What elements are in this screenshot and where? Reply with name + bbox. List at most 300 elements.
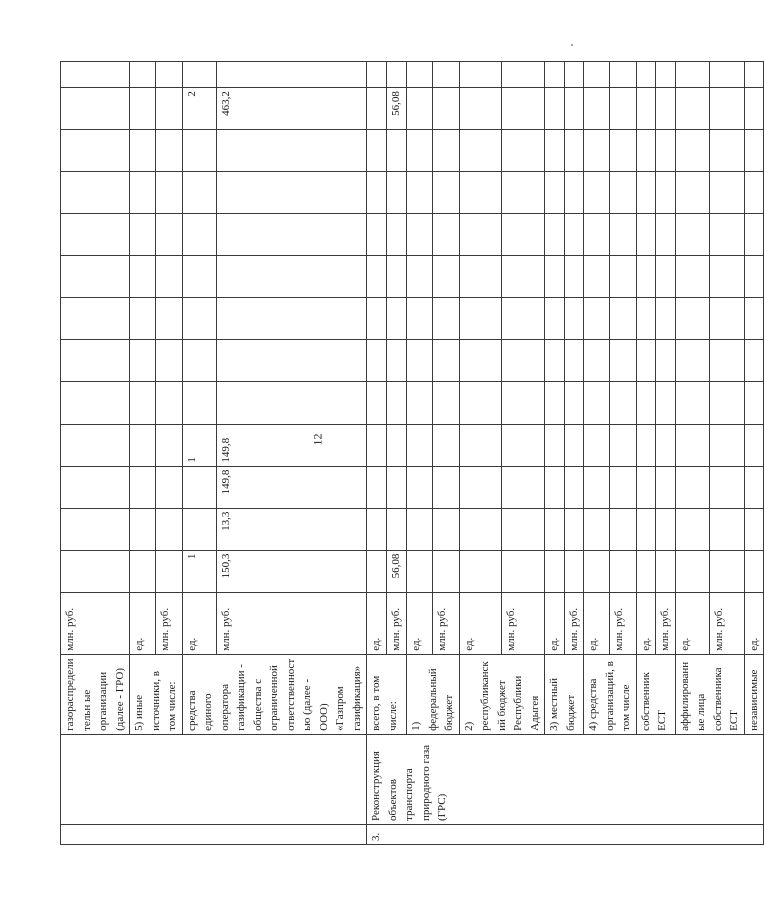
value-cell: 2	[182, 88, 216, 130]
value-cell	[636, 382, 656, 424]
value-cell	[459, 172, 502, 214]
value-cell: 150,3	[216, 550, 366, 592]
value-cell	[636, 508, 656, 550]
value-cell	[387, 256, 407, 298]
empty-cell	[182, 62, 216, 88]
value-cell	[61, 172, 130, 214]
value-cell	[182, 172, 216, 214]
unit-cell: млн. руб.	[502, 592, 545, 654]
value-cell	[387, 424, 407, 466]
value-cell	[130, 172, 156, 214]
unit-cell: млн. руб.	[216, 592, 366, 654]
value-cell	[216, 340, 366, 382]
source-label-cell: 1) федеральный бюджет	[407, 654, 460, 734]
empty-cell	[636, 62, 656, 88]
value-cell	[433, 256, 459, 298]
value-cell	[407, 88, 433, 130]
value-cell	[502, 508, 545, 550]
value-cell	[744, 88, 764, 130]
source-label-cell: всего, в том числе:	[367, 654, 407, 734]
value-cell	[61, 340, 130, 382]
value-cell	[636, 88, 656, 130]
value-cell	[502, 382, 545, 424]
value-cell	[502, 424, 545, 466]
value-cell	[502, 550, 545, 592]
value-cell	[387, 340, 407, 382]
value-cell	[675, 550, 710, 592]
value-cell	[744, 172, 764, 214]
value-cell	[130, 550, 156, 592]
value-cell	[367, 256, 387, 298]
value-cell	[584, 382, 610, 424]
table-row	[545, 62, 565, 845]
value-cell	[610, 214, 636, 256]
value-cell	[367, 172, 387, 214]
value-cell	[407, 382, 433, 424]
unit-cell: млн. руб.	[433, 592, 459, 654]
value-cell	[656, 172, 676, 214]
unit-cell: ед.	[545, 592, 565, 654]
value-cell	[156, 130, 182, 172]
value-cell	[367, 130, 387, 172]
value-cell	[610, 340, 636, 382]
value-cell	[433, 214, 459, 256]
value-cell	[636, 256, 656, 298]
value-cell	[545, 214, 565, 256]
table-row	[584, 62, 610, 845]
value-cell	[387, 508, 407, 550]
source-label-cell: собственник ЕСТ	[636, 654, 675, 734]
value-cell	[407, 172, 433, 214]
unit-cell: млн. руб.	[61, 592, 130, 654]
value-cell	[433, 172, 459, 214]
value-cell	[564, 466, 584, 508]
value-cell	[545, 88, 565, 130]
value-cell	[656, 382, 676, 424]
unit-cell: ед.	[130, 592, 156, 654]
empty-cell	[216, 62, 366, 88]
value-cell	[656, 130, 676, 172]
unit-cell: млн. руб.	[610, 592, 636, 654]
value-cell	[130, 298, 156, 340]
value-cell	[130, 88, 156, 130]
value-cell	[433, 88, 459, 130]
value-cell	[61, 550, 130, 592]
value-cell	[156, 214, 182, 256]
value-cell	[656, 214, 676, 256]
value-cell	[130, 508, 156, 550]
value-cell	[584, 130, 610, 172]
value-cell	[367, 88, 387, 130]
value-cell	[710, 466, 745, 508]
value-cell	[61, 508, 130, 550]
value-cell	[433, 298, 459, 340]
value-cell	[502, 466, 545, 508]
value-cell	[459, 550, 502, 592]
value-cell	[675, 172, 710, 214]
value-cell	[407, 256, 433, 298]
value-cell	[61, 214, 130, 256]
value-cell	[545, 382, 565, 424]
value-cell	[502, 298, 545, 340]
value-cell	[636, 172, 656, 214]
value-cell	[564, 256, 584, 298]
value-cell	[656, 508, 676, 550]
value-cell	[459, 424, 502, 466]
value-cell	[502, 214, 545, 256]
value-cell	[656, 466, 676, 508]
empty-cell	[545, 62, 565, 88]
value-cell	[545, 298, 565, 340]
scan-artifact-dot	[571, 44, 573, 46]
value-cell	[710, 172, 745, 214]
value-cell	[610, 130, 636, 172]
value-cell	[156, 508, 182, 550]
value-cell	[636, 298, 656, 340]
value-cell	[61, 466, 130, 508]
value-cell	[636, 340, 656, 382]
value-cell	[584, 214, 610, 256]
value-cell	[744, 466, 764, 508]
value-cell	[710, 88, 745, 130]
value-cell	[584, 340, 610, 382]
value-cell	[710, 256, 745, 298]
value-cell	[367, 466, 387, 508]
value-cell	[367, 550, 387, 592]
value-cell	[182, 508, 216, 550]
unit-cell: ед.	[367, 592, 387, 654]
source-label-cell: газораспределительн ые организации (далее - ГРО)	[61, 654, 130, 734]
value-cell	[130, 424, 156, 466]
value-cell	[564, 88, 584, 130]
value-cell: 149,8	[216, 466, 366, 508]
value-cell	[407, 340, 433, 382]
value-cell	[61, 298, 130, 340]
value-cell	[156, 424, 182, 466]
value-cell	[387, 214, 407, 256]
table-row	[744, 62, 764, 845]
value-cell	[675, 214, 710, 256]
value-cell	[502, 88, 545, 130]
source-label-cell: 2) республиканский бюджет Республики Адыгея	[459, 654, 545, 734]
value-cell	[216, 172, 366, 214]
value-cell	[675, 88, 710, 130]
unit-cell: ед.	[744, 592, 764, 654]
value-cell	[367, 424, 387, 466]
unit-cell: млн. руб.	[387, 592, 407, 654]
value-cell	[744, 508, 764, 550]
value-cell	[216, 214, 366, 256]
value-cell: 56,08	[387, 550, 407, 592]
unit-cell: ед.	[459, 592, 502, 654]
value-cell	[156, 382, 182, 424]
measure-name-cell	[61, 734, 367, 824]
unit-cell: млн. руб.	[710, 592, 745, 654]
empty-cell	[675, 62, 710, 88]
value-cell: 463,2	[216, 88, 366, 130]
funding-table	[60, 61, 764, 845]
value-cell	[545, 466, 565, 508]
value-cell	[545, 340, 565, 382]
empty-cell	[61, 62, 130, 88]
empty-cell	[502, 62, 545, 88]
value-cell	[433, 340, 459, 382]
value-cell	[156, 340, 182, 382]
value-cell	[610, 508, 636, 550]
value-cell	[130, 340, 156, 382]
value-cell	[564, 340, 584, 382]
value-cell	[584, 424, 610, 466]
empty-cell	[710, 62, 745, 88]
value-cell	[156, 298, 182, 340]
row-number-cell	[61, 824, 367, 844]
unit-cell: ед.	[584, 592, 610, 654]
value-cell	[130, 130, 156, 172]
value-cell: 149,8	[216, 424, 366, 466]
value-cell: 1	[182, 424, 216, 466]
value-cell	[656, 340, 676, 382]
value-cell	[564, 214, 584, 256]
table-row	[367, 62, 387, 845]
value-cell	[459, 508, 502, 550]
empty-cell	[387, 62, 407, 88]
table-row	[407, 62, 433, 845]
value-cell	[744, 382, 764, 424]
empty-cell	[156, 62, 182, 88]
value-cell	[564, 382, 584, 424]
value-cell	[675, 256, 710, 298]
value-cell	[744, 130, 764, 172]
value-cell	[182, 256, 216, 298]
value-cell	[367, 382, 387, 424]
value-cell	[564, 172, 584, 214]
value-cell	[610, 424, 636, 466]
value-cell	[564, 298, 584, 340]
value-cell	[61, 130, 130, 172]
source-label-cell: аффилированные лица собственника ЕСТ	[675, 654, 744, 734]
value-cell	[545, 130, 565, 172]
value-cell	[407, 550, 433, 592]
value-cell	[584, 298, 610, 340]
value-cell	[636, 466, 656, 508]
value-cell	[182, 340, 216, 382]
value-cell	[216, 382, 366, 424]
empty-cell	[459, 62, 502, 88]
table-row	[459, 62, 502, 845]
value-cell	[636, 424, 656, 466]
value-cell	[636, 214, 656, 256]
empty-cell	[610, 62, 636, 88]
value-cell	[459, 256, 502, 298]
value-cell	[156, 550, 182, 592]
value-cell	[636, 130, 656, 172]
value-cell	[610, 298, 636, 340]
value-cell	[433, 424, 459, 466]
measure-name-cell: Реконструкция объектов транспорта природного газа (ГРС)	[367, 734, 764, 824]
unit-cell: млн. руб.	[564, 592, 584, 654]
value-cell	[675, 382, 710, 424]
value-cell	[584, 508, 610, 550]
value-cell	[675, 424, 710, 466]
value-cell: 56,08	[387, 88, 407, 130]
value-cell	[545, 550, 565, 592]
value-cell	[564, 424, 584, 466]
value-cell: 13,3	[216, 508, 366, 550]
value-cell	[675, 130, 710, 172]
value-cell	[156, 256, 182, 298]
value-cell	[433, 382, 459, 424]
empty-cell	[367, 62, 387, 88]
source-label-cell: 4) средства организаций, в том числе	[584, 654, 637, 734]
value-cell	[407, 424, 433, 466]
value-cell	[675, 466, 710, 508]
value-cell	[744, 298, 764, 340]
value-cell	[367, 508, 387, 550]
value-cell	[182, 130, 216, 172]
value-cell	[710, 382, 745, 424]
value-cell	[656, 424, 676, 466]
value-cell	[61, 88, 130, 130]
value-cell	[182, 382, 216, 424]
value-cell	[656, 88, 676, 130]
unit-cell: ед.	[636, 592, 656, 654]
value-cell	[387, 130, 407, 172]
value-cell	[61, 256, 130, 298]
value-cell	[459, 466, 502, 508]
value-cell	[130, 214, 156, 256]
value-cell: 1	[182, 550, 216, 592]
value-cell	[610, 550, 636, 592]
value-cell	[433, 130, 459, 172]
value-cell	[387, 298, 407, 340]
unit-cell: млн. руб.	[656, 592, 676, 654]
value-cell	[675, 508, 710, 550]
value-cell	[710, 550, 745, 592]
value-cell	[182, 298, 216, 340]
empty-cell	[433, 62, 459, 88]
value-cell	[459, 298, 502, 340]
value-cell	[564, 130, 584, 172]
value-cell	[610, 256, 636, 298]
value-cell	[459, 88, 502, 130]
value-cell	[367, 340, 387, 382]
value-cell	[584, 88, 610, 130]
rotated-table-wrapper	[60, 61, 760, 845]
empty-cell	[407, 62, 433, 88]
value-cell	[433, 550, 459, 592]
value-cell	[216, 130, 366, 172]
empty-cell	[744, 62, 764, 88]
value-cell	[182, 214, 216, 256]
unit-cell: млн. руб.	[156, 592, 182, 654]
value-cell	[584, 172, 610, 214]
value-cell	[130, 382, 156, 424]
value-cell	[407, 130, 433, 172]
value-cell	[459, 382, 502, 424]
value-cell	[545, 172, 565, 214]
value-cell	[130, 256, 156, 298]
value-cell	[502, 130, 545, 172]
unit-cell: ед.	[675, 592, 710, 654]
value-cell	[156, 88, 182, 130]
value-cell	[610, 382, 636, 424]
value-cell	[459, 130, 502, 172]
value-cell	[656, 256, 676, 298]
value-cell	[564, 550, 584, 592]
value-cell	[407, 298, 433, 340]
value-cell	[156, 466, 182, 508]
value-cell	[502, 340, 545, 382]
value-cell	[656, 550, 676, 592]
table-row	[130, 62, 156, 845]
value-cell	[710, 130, 745, 172]
value-cell	[502, 172, 545, 214]
value-cell	[710, 424, 745, 466]
value-cell	[710, 340, 745, 382]
value-cell	[710, 508, 745, 550]
value-cell	[130, 466, 156, 508]
value-cell	[216, 298, 366, 340]
value-cell	[433, 508, 459, 550]
value-cell	[367, 214, 387, 256]
row-number-cell: 3.	[367, 824, 764, 844]
empty-cell	[584, 62, 610, 88]
value-cell	[407, 508, 433, 550]
table-row	[675, 62, 710, 845]
value-cell	[710, 298, 745, 340]
value-cell	[610, 172, 636, 214]
value-cell	[156, 172, 182, 214]
value-cell	[407, 214, 433, 256]
unit-cell: ед.	[407, 592, 433, 654]
value-cell	[545, 424, 565, 466]
value-cell	[584, 256, 610, 298]
value-cell	[545, 508, 565, 550]
value-cell	[744, 550, 764, 592]
value-cell	[61, 424, 130, 466]
value-cell	[407, 466, 433, 508]
value-cell	[744, 340, 764, 382]
source-label-cell: средства единого оператора газификации - общества с ограниченной ответственностью (далее - ООО) «Газпром газификация»	[182, 654, 367, 734]
value-cell	[367, 298, 387, 340]
value-cell	[502, 256, 545, 298]
value-cell	[710, 214, 745, 256]
value-cell	[675, 298, 710, 340]
value-cell	[182, 466, 216, 508]
value-cell	[433, 466, 459, 508]
value-cell	[584, 550, 610, 592]
table-row	[636, 62, 656, 845]
source-label-cell: 3) местный бюджет	[545, 654, 584, 734]
empty-cell	[564, 62, 584, 88]
value-cell	[387, 466, 407, 508]
empty-cell	[130, 62, 156, 88]
value-cell	[675, 340, 710, 382]
value-cell	[744, 214, 764, 256]
value-cell	[545, 256, 565, 298]
source-label-cell: независимые	[744, 654, 764, 734]
value-cell	[636, 550, 656, 592]
value-cell	[744, 424, 764, 466]
value-cell	[459, 214, 502, 256]
value-cell	[610, 466, 636, 508]
value-cell	[216, 256, 366, 298]
value-cell	[387, 382, 407, 424]
table-row	[182, 62, 216, 845]
value-cell	[61, 382, 130, 424]
empty-cell	[656, 62, 676, 88]
value-cell	[656, 298, 676, 340]
